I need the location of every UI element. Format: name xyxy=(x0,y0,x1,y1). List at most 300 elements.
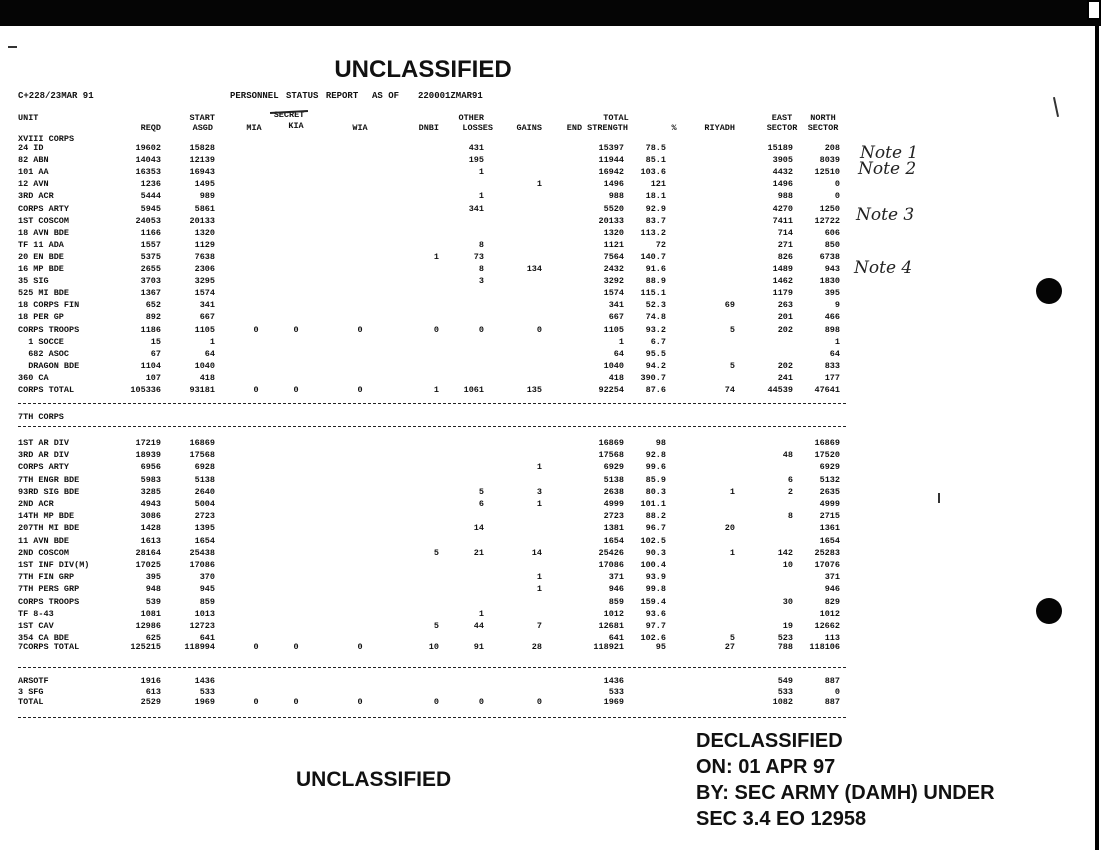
cell-north: 0 xyxy=(834,686,840,697)
col-header-reqd: REQD xyxy=(140,123,161,133)
cell-reqd: 625 xyxy=(145,633,161,644)
table-row xyxy=(0,338,860,347)
classification-top: UNCLASSIFIED xyxy=(334,56,512,83)
cell-unit: 18 AVN BDE xyxy=(18,227,70,238)
cell-unit: 35 SIG xyxy=(18,276,49,287)
cell-reqd: 948 xyxy=(145,584,161,595)
cell-pct: 115.1 xyxy=(640,288,666,299)
cell-reqd: 539 xyxy=(145,596,161,607)
cell-reqd: 2655 xyxy=(140,264,161,274)
cell-asgd: 64 xyxy=(204,348,215,359)
cell-end: 16869 xyxy=(598,438,624,448)
cell-unit: CORPS TROOPS xyxy=(18,324,80,335)
cell-pct: 121 xyxy=(650,179,666,190)
cell-asgd: 16869 xyxy=(189,438,215,448)
table-row xyxy=(0,217,860,226)
col-header-losses: LOSSES xyxy=(462,123,493,133)
cell-end: 533 xyxy=(608,686,624,697)
cell-gains: 1 xyxy=(536,584,542,595)
cell-other: 21 xyxy=(473,547,484,558)
table-row xyxy=(0,439,860,448)
cell-asgd: 945 xyxy=(199,584,215,595)
cell-end: 12681 xyxy=(598,621,624,631)
cell-asgd: 1395 xyxy=(194,523,215,534)
cell-unit: CORPS TOTAL xyxy=(18,385,75,395)
cell-pct: 159.4 xyxy=(640,596,666,607)
cell-mia: 0 xyxy=(253,697,259,707)
cell-unit: 525 MI BDE xyxy=(18,288,70,299)
cell-pct: 88.2 xyxy=(645,511,666,522)
cell-riyadh: 5 xyxy=(729,633,735,644)
cell-east: 8 xyxy=(787,511,793,522)
cell-wia: 0 xyxy=(357,324,363,335)
table-row xyxy=(0,677,860,686)
cell-north: 887 xyxy=(824,697,840,707)
cell-end: 946 xyxy=(608,584,624,595)
cell-end: 118921 xyxy=(593,642,624,652)
cell-reqd: 19602 xyxy=(135,143,161,153)
cell-north: 943 xyxy=(824,264,840,274)
classification-bottom: UNCLASSIFIED xyxy=(296,768,452,791)
cell-end: 17086 xyxy=(598,560,624,570)
cell-east: 1496 xyxy=(772,179,793,190)
cell-asgd: 1 xyxy=(209,336,215,347)
cell-pct: 74.8 xyxy=(645,312,666,323)
cell-east: 523 xyxy=(777,633,793,644)
cell-reqd: 28164 xyxy=(135,547,161,558)
cell-north: 395 xyxy=(824,288,840,299)
cell-east: 202 xyxy=(777,360,793,371)
cell-north: 177 xyxy=(824,372,840,383)
cell-unit: 1ST CAV xyxy=(18,621,54,631)
table-row xyxy=(0,289,860,298)
table-row xyxy=(0,688,860,697)
cell-pct: 96.7 xyxy=(645,523,666,534)
col-header-total: TOTAL xyxy=(603,113,629,123)
col-header-gains: GAINS xyxy=(516,123,542,133)
cell-unit: 360 CA xyxy=(18,372,49,383)
cell-asgd: 1040 xyxy=(194,360,215,371)
as-of-label: AS OF xyxy=(372,91,400,101)
cell-end: 371 xyxy=(608,572,624,583)
cell-pct: 99.8 xyxy=(645,584,666,595)
cell-pct: 113.2 xyxy=(640,227,666,238)
cell-pct: 390.7 xyxy=(640,372,666,383)
punch-hole xyxy=(1036,278,1062,304)
table-row xyxy=(0,451,860,460)
cell-pct: 93.2 xyxy=(645,324,666,335)
cell-unit: 1ST AR DIV xyxy=(18,438,70,448)
cell-north: 0 xyxy=(834,191,840,202)
cell-reqd: 3086 xyxy=(140,511,161,522)
cell-other: 195 xyxy=(468,155,484,166)
cell-asgd: 1495 xyxy=(194,179,215,190)
cell-asgd: 2306 xyxy=(194,264,215,274)
cell-asgd: 17568 xyxy=(189,450,215,461)
cell-reqd: 1916 xyxy=(140,676,161,686)
document-id: C+228/23MAR 91 xyxy=(18,91,94,101)
cell-pct: 140.7 xyxy=(640,251,666,262)
cell-north: 1 xyxy=(834,336,840,347)
cell-end: 16942 xyxy=(598,167,624,178)
cell-pct: 90.3 xyxy=(645,547,666,558)
scan-right-border xyxy=(1095,26,1099,850)
cell-unit: TF 8-43 xyxy=(18,608,54,619)
cell-reqd: 5945 xyxy=(140,203,161,214)
cell-unit: 3RD ACR xyxy=(18,191,54,202)
cell-asgd: 7638 xyxy=(194,251,215,262)
cell-east: 263 xyxy=(777,300,793,311)
cell-reqd: 17219 xyxy=(135,438,161,448)
cell-north: 12510 xyxy=(814,167,840,178)
cell-end: 1654 xyxy=(603,535,624,546)
cell-pct: 99.6 xyxy=(645,462,666,473)
cell-riyadh: 1 xyxy=(729,547,735,558)
cell-reqd: 18939 xyxy=(135,450,161,461)
cell-riyadh: 74 xyxy=(724,385,735,395)
cell-reqd: 1186 xyxy=(140,324,161,335)
col-header-north: NORTH xyxy=(810,113,836,123)
table-row xyxy=(0,573,860,582)
section-divider xyxy=(18,403,846,404)
section-divider xyxy=(18,667,846,668)
cell-end: 1381 xyxy=(603,523,624,534)
cell-end: 1496 xyxy=(603,179,624,190)
cell-north: 208 xyxy=(824,143,840,153)
cell-reqd: 2529 xyxy=(140,697,161,707)
cell-pct: 85.1 xyxy=(645,155,666,166)
cell-reqd: 4943 xyxy=(140,499,161,509)
cell-wia: 0 xyxy=(357,697,363,707)
cell-north: 829 xyxy=(824,596,840,607)
cell-asgd: 341 xyxy=(199,300,215,311)
cell-gains: 1 xyxy=(536,499,542,509)
cell-reqd: 1236 xyxy=(140,179,161,190)
cell-other: 14 xyxy=(473,523,484,534)
cell-asgd: 12723 xyxy=(189,621,215,631)
cell-kia: 0 xyxy=(293,642,299,652)
cell-north: 9 xyxy=(834,300,840,311)
cell-reqd: 14043 xyxy=(135,155,161,166)
cell-east: 3905 xyxy=(772,155,793,166)
cell-other: 341 xyxy=(468,203,484,214)
col-header-kia: KIA xyxy=(288,121,304,131)
cell-unit: 3RD AR DIV xyxy=(18,450,70,461)
cell-reqd: 6956 xyxy=(140,462,161,473)
cell-reqd: 395 xyxy=(145,572,161,583)
cell-gains: 7 xyxy=(536,621,542,631)
table-row xyxy=(0,549,860,558)
cell-pct: 102.5 xyxy=(640,535,666,546)
table-row xyxy=(0,301,860,310)
cell-east: 1462 xyxy=(772,276,793,287)
cell-mia: 0 xyxy=(253,385,259,395)
struck-marking: SECRET xyxy=(273,110,305,120)
cell-asgd: 5004 xyxy=(194,499,215,509)
cell-end: 418 xyxy=(608,372,624,383)
cell-east: 549 xyxy=(777,676,793,686)
cell-asgd: 16943 xyxy=(189,167,215,178)
cell-north: 4999 xyxy=(819,499,840,509)
cell-unit: 3 SFG xyxy=(18,686,44,697)
cell-other: 8 xyxy=(478,239,484,250)
cell-pct: 83.7 xyxy=(645,215,666,226)
cell-north: 12722 xyxy=(814,215,840,226)
table-row xyxy=(0,156,860,165)
cell-unit: CORPS ARTY xyxy=(18,203,70,214)
table-row xyxy=(0,463,860,472)
cell-north: 47641 xyxy=(814,385,840,395)
cell-asgd: 859 xyxy=(199,596,215,607)
cell-pct: 87.6 xyxy=(645,385,666,395)
cell-asgd: 15828 xyxy=(189,143,215,153)
cell-north: 466 xyxy=(824,312,840,323)
scan-corner-mark xyxy=(1087,0,1101,20)
cell-east: 201 xyxy=(777,312,793,323)
cell-reqd: 1613 xyxy=(140,535,161,546)
cell-dnbi: 5 xyxy=(433,621,439,631)
cell-asgd: 25438 xyxy=(189,547,215,558)
cell-asgd: 118994 xyxy=(184,642,215,652)
table-row xyxy=(0,598,860,607)
cell-east: 2 xyxy=(787,486,793,497)
table-row xyxy=(0,698,860,707)
cell-other: 44 xyxy=(473,621,484,631)
cell-end: 1320 xyxy=(603,227,624,238)
cell-reqd: 5375 xyxy=(140,251,161,262)
cell-asgd: 2640 xyxy=(194,486,215,497)
cell-riyadh: 5 xyxy=(729,360,735,371)
scan-speck xyxy=(8,46,17,48)
cell-asgd: 667 xyxy=(199,312,215,323)
cell-east: 44539 xyxy=(767,385,793,395)
table-row xyxy=(0,313,860,322)
cell-reqd: 1428 xyxy=(140,523,161,534)
cell-asgd: 418 xyxy=(199,372,215,383)
report-title: PERSONNEL STATUS REPORT xyxy=(230,91,359,101)
cell-asgd: 1654 xyxy=(194,535,215,546)
cell-end: 1969 xyxy=(603,697,624,707)
cell-pct: 6.7 xyxy=(650,336,666,347)
cell-unit: 18 CORPS FIN xyxy=(18,300,80,311)
cell-other: 431 xyxy=(468,143,484,153)
section-divider xyxy=(18,717,846,718)
cell-end: 2638 xyxy=(603,486,624,497)
cell-end: 1 xyxy=(618,336,624,347)
cell-dnbi: 0 xyxy=(433,697,439,707)
cell-unit: 82 ABN xyxy=(18,155,49,166)
cell-east: 7411 xyxy=(772,215,793,226)
cell-north: 17076 xyxy=(814,560,840,570)
cell-unit: 2ND COSCOM xyxy=(18,547,70,558)
cell-other: 1 xyxy=(478,167,484,178)
cell-unit: TOTAL xyxy=(18,697,44,707)
table-row xyxy=(0,229,860,238)
cell-north: 8039 xyxy=(819,155,840,166)
cell-end: 20133 xyxy=(598,215,624,226)
cell-pct: 72 xyxy=(655,239,666,250)
col-header-end-strength: END STRENGTH xyxy=(566,123,628,133)
cell-other: 8 xyxy=(478,264,484,274)
cell-gains: 14 xyxy=(531,547,542,558)
cell-north: 833 xyxy=(824,360,840,371)
cell-end: 17568 xyxy=(598,450,624,461)
table-row xyxy=(0,168,860,177)
cell-east: 788 xyxy=(777,642,793,652)
table-row xyxy=(0,350,860,359)
cell-unit: 14TH MP BDE xyxy=(18,511,75,522)
col-header-north-sector: SECTOR xyxy=(807,123,839,133)
cell-asgd: 533 xyxy=(199,686,215,697)
cell-unit: 7TH FIN GRP xyxy=(18,572,75,583)
cell-north: 1012 xyxy=(819,608,840,619)
cell-north: 606 xyxy=(824,227,840,238)
table-row xyxy=(0,253,860,262)
cell-reqd: 613 xyxy=(145,686,161,697)
declass-line-2: ON: 01 APR 97 xyxy=(696,756,836,778)
cell-north: 6929 xyxy=(819,462,840,473)
cell-gains: 28 xyxy=(531,642,542,652)
cell-east: 241 xyxy=(777,372,793,383)
cell-asgd: 370 xyxy=(199,572,215,583)
cell-east: 826 xyxy=(777,251,793,262)
cell-riyadh: 27 xyxy=(724,642,735,652)
cell-asgd: 1105 xyxy=(194,324,215,335)
cell-pct: 93.6 xyxy=(645,608,666,619)
cell-east: 271 xyxy=(777,239,793,250)
cell-north: 2715 xyxy=(819,511,840,522)
cell-unit: 12 AVN xyxy=(18,179,49,190)
cell-asgd: 5138 xyxy=(194,474,215,485)
cell-east: 15189 xyxy=(767,143,793,153)
cell-pct: 85.9 xyxy=(645,474,666,485)
cell-east: 988 xyxy=(777,191,793,202)
cell-east: 4432 xyxy=(772,167,793,178)
cell-unit: 2ND ACR xyxy=(18,499,54,509)
cell-dnbi: 5 xyxy=(433,547,439,558)
cell-pct: 103.6 xyxy=(640,167,666,178)
cell-gains: 0 xyxy=(536,697,542,707)
cell-asgd: 12139 xyxy=(189,155,215,166)
table-row xyxy=(0,512,860,521)
cell-other: 1 xyxy=(478,608,484,619)
cell-east: 533 xyxy=(777,686,793,697)
cell-end: 341 xyxy=(608,300,624,311)
total-row xyxy=(0,643,860,652)
cell-other: 0 xyxy=(478,697,484,707)
cell-gains: 134 xyxy=(526,264,542,274)
cell-north: 118106 xyxy=(809,642,840,652)
cell-north: 887 xyxy=(824,676,840,686)
cell-asgd: 1969 xyxy=(194,697,215,707)
cell-reqd: 892 xyxy=(145,312,161,323)
cell-north: 64 xyxy=(829,348,840,359)
cell-end: 859 xyxy=(608,596,624,607)
cell-unit: 1ST COSCOM xyxy=(18,215,70,226)
cell-east: 202 xyxy=(777,324,793,335)
table-row xyxy=(0,277,860,286)
cell-dnbi: 10 xyxy=(428,642,439,652)
col-header-unit: UNIT xyxy=(18,113,39,123)
table-row xyxy=(0,622,860,631)
cell-reqd: 1081 xyxy=(140,608,161,619)
cell-riyadh: 5 xyxy=(729,324,735,335)
declassification-stamp xyxy=(696,728,995,832)
cell-asgd: 20133 xyxy=(189,215,215,226)
cell-end: 1040 xyxy=(603,360,624,371)
cell-other: 91 xyxy=(473,642,484,652)
cell-pct: 18.1 xyxy=(645,191,666,202)
cell-end: 1121 xyxy=(603,239,624,250)
cell-unit: ARSOTF xyxy=(18,676,49,686)
cell-asgd: 1320 xyxy=(194,227,215,238)
cell-pct: 88.9 xyxy=(645,276,666,287)
cell-north: 17520 xyxy=(814,450,840,461)
section-divider xyxy=(18,426,846,427)
cell-other: 1 xyxy=(478,191,484,202)
handwritten-note: Note 2 xyxy=(858,159,917,179)
section-label-7th-corps: 7TH CORPS xyxy=(18,412,64,422)
cell-reqd: 1104 xyxy=(140,360,161,371)
cell-unit: 18 PER GP xyxy=(18,312,64,323)
cell-pct: 78.5 xyxy=(645,143,666,153)
cell-unit: TF 11 ADA xyxy=(18,239,64,250)
cell-east: 1082 xyxy=(772,697,793,707)
cell-unit: 16 MP BDE xyxy=(18,264,64,274)
as-of-dtg: 220001ZMAR91 xyxy=(418,91,483,101)
cell-end: 3292 xyxy=(603,276,624,287)
cell-unit: DRAGON BDE xyxy=(18,360,80,371)
cell-riyadh: 69 xyxy=(724,300,735,311)
cell-other: 1061 xyxy=(463,385,484,395)
cell-pct: 94.2 xyxy=(645,360,666,371)
table-row xyxy=(0,524,860,533)
col-header-wia: WIA xyxy=(352,123,368,133)
cell-unit: 7TH PERS GRP xyxy=(18,584,80,595)
cell-east: 30 xyxy=(782,596,793,607)
cell-east: 10 xyxy=(782,560,793,570)
cell-unit: 354 CA BDE xyxy=(18,633,70,644)
cell-gains: 0 xyxy=(536,324,542,335)
cell-reqd: 105336 xyxy=(130,385,161,395)
table-row xyxy=(0,241,860,250)
table-row xyxy=(0,537,860,546)
col-header-mia: MIA xyxy=(246,123,262,133)
table-row xyxy=(0,585,860,594)
cell-north: 1250 xyxy=(819,203,840,214)
cell-riyadh: 1 xyxy=(729,486,735,497)
cell-mia: 0 xyxy=(253,642,259,652)
col-header-start: START xyxy=(189,113,215,123)
cell-end: 11944 xyxy=(598,155,624,166)
cell-pct: 80.3 xyxy=(645,486,666,497)
cell-asgd: 5861 xyxy=(194,203,215,214)
cell-reqd: 125215 xyxy=(130,642,161,652)
cell-east: 1489 xyxy=(772,264,793,274)
cell-end: 64 xyxy=(613,348,624,359)
cell-pct: 92.9 xyxy=(645,203,666,214)
cell-east: 142 xyxy=(777,547,793,558)
cell-end: 2723 xyxy=(603,511,624,522)
section-label-xviii-corps: XVIII CORPS xyxy=(18,134,75,144)
cell-north: 0 xyxy=(834,179,840,190)
cell-north: 946 xyxy=(824,584,840,595)
col-header-east-sector: SECTOR xyxy=(766,123,798,133)
cell-end: 2432 xyxy=(603,264,624,274)
cell-other: 3 xyxy=(478,276,484,287)
cell-north: 1830 xyxy=(819,276,840,287)
cell-north: 2635 xyxy=(819,486,840,497)
